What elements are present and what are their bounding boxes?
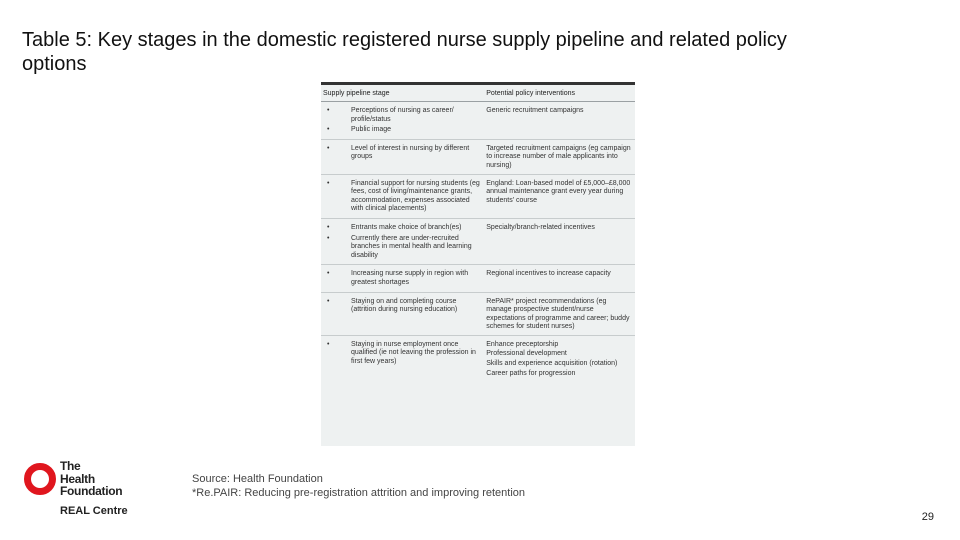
table-row: [321, 102, 635, 140]
table-body: [321, 102, 635, 382]
policy-cell: [484, 265, 635, 292]
table-header-row: [321, 85, 635, 102]
stage-list: [323, 107, 482, 135]
policy-cell: [484, 174, 635, 218]
stage-list: [323, 180, 482, 214]
table-row: [321, 335, 635, 381]
policy-cell: [484, 335, 635, 381]
stage-cell: [321, 292, 484, 335]
page-number: 29: [921, 511, 934, 523]
header-stage: Supply pipeline stage: [321, 85, 484, 102]
table-row: [321, 292, 635, 335]
stage-list: [323, 145, 482, 162]
logo-wordmark: The Health Foundation: [60, 459, 123, 498]
stage-item: • Level of interest in nursing by different groups: [323, 145, 482, 162]
stage-item: • Perceptions of nursing as career/ profile/status: [323, 107, 482, 124]
policy-cell: [484, 292, 635, 335]
source-line: Source: Health Foundation: [192, 473, 323, 485]
stage-cell: [321, 102, 484, 140]
policy-item: Professional development: [486, 350, 567, 358]
policy-item: Regional incentives to increase capacity: [486, 270, 611, 278]
stage-cell: [321, 174, 484, 218]
table-row: [321, 174, 635, 218]
policy-cell: [484, 102, 635, 140]
health-foundation-logo: [22, 460, 142, 520]
stage-list: [323, 298, 482, 315]
policy-item: Skills and experience acquisition (rotation): [486, 360, 618, 368]
policy-cell: [484, 139, 635, 174]
policy-cell: [484, 218, 635, 264]
pipeline-table-image: [321, 82, 635, 446]
source-note: [192, 472, 525, 500]
slide-title: Table 5: Key stages in the domestic registered nurse supply pipeline and related policy options: [22, 29, 787, 75]
stage-cell: [321, 218, 484, 264]
stage-item: • Public image: [323, 126, 482, 135]
stage-item: • Entrants make choice of branch(es): [323, 224, 482, 233]
policy-item: England: Loan-based model of £5,000–£8,000 annual maintenance grant every year during students' course: [486, 179, 631, 204]
table-row: [321, 218, 635, 264]
policy-item: Specialty/branch-related incentives: [486, 223, 595, 231]
policy-item: Targeted recruitment campaigns (eg campaign to increase number of male applicants into nursing): [486, 144, 631, 169]
policy-item: Generic recruitment campaigns: [486, 107, 584, 114]
stage-cell: [321, 265, 484, 292]
stage-cell: [321, 335, 484, 381]
footnote-line: *Re.PAIR: Reducing pre-registration attrition and improving retention: [192, 487, 526, 499]
pipeline-table: [321, 85, 635, 381]
stage-item: • Staying in nurse employment once qualified (ie not leaving the profession in first few years): [323, 341, 482, 367]
stage-item: • Increasing nurse supply in region with greatest shortages: [323, 270, 482, 287]
header-policy: Potential policy interventions: [484, 85, 635, 102]
policy-item: RePAIR* project recommendations (eg manage prospective student/nurse expectations of programme and career; buddy schemes for student nurses): [486, 297, 630, 331]
stage-list: [323, 224, 482, 260]
policy-item: Enhance preceptorship: [486, 340, 559, 348]
ring-logo-icon: [24, 463, 56, 495]
stage-item: • Staying on and completing course (attrition during nursing education): [323, 298, 482, 315]
table-row: [321, 265, 635, 292]
stage-cell: [321, 139, 484, 174]
stage-item: • Financial support for nursing students (eg fees, cost of living/maintenance grants, accommodation, expenses associated with clinical placements): [323, 180, 482, 214]
logo-subtitle: REAL Centre: [60, 505, 128, 517]
stage-item: • Currently there are under-recruited branches in mental health and learning disability: [323, 235, 482, 261]
stage-list: [323, 341, 482, 367]
stage-list: [323, 270, 482, 287]
table-row: [321, 139, 635, 174]
policy-item: Career paths for progression: [486, 369, 576, 377]
